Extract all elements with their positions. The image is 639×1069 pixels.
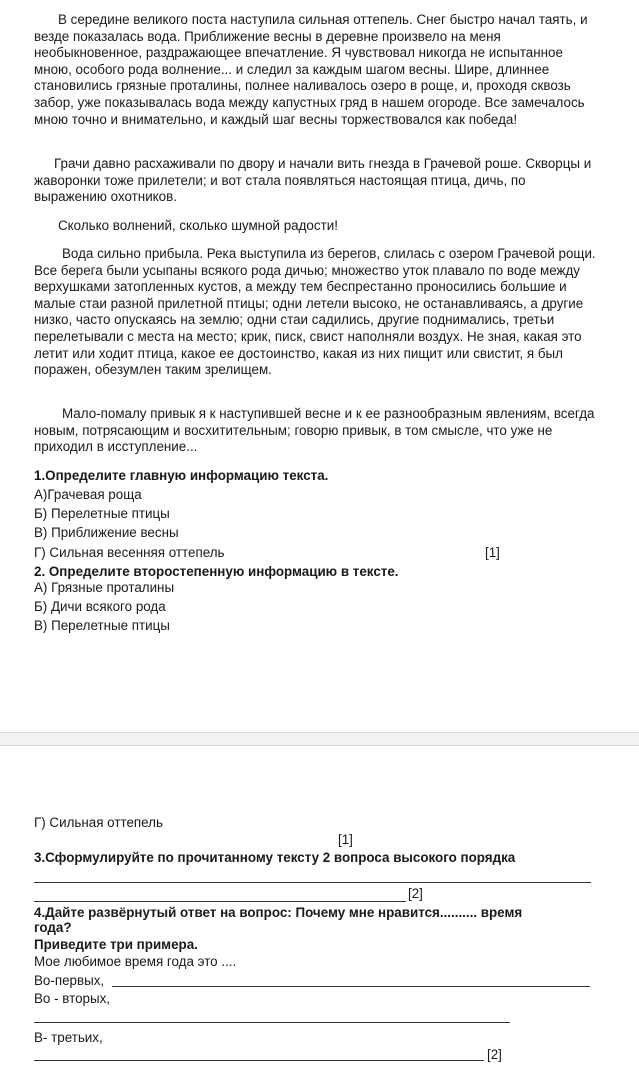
- question-4-line-second: Во - вторых,: [34, 991, 111, 1006]
- question-1-option-c: В) Приближение весны: [34, 525, 179, 540]
- question-4-title-line1: 4.Дайте развёрнутый ответ на вопрос: Почему мне нравится.......... время: [34, 905, 523, 920]
- answer-line-q3-1: [34, 882, 591, 883]
- question-2-option-a: А) Грязные проталины: [34, 580, 175, 595]
- question-2-option-c: В) Перелетные птицы: [34, 618, 170, 633]
- question-1-option-a: А)Грачевая роща: [34, 487, 142, 502]
- text-paragraph-2: Грачи давно расхаживали по двору и начали вить гнезда в Грачевой роше. Скворцы и жаворонки тоже прилетели; и вот стала появляться настоящая птица, дичь, по выражению охотников.: [34, 156, 592, 205]
- question-4-score: [2]: [487, 1047, 502, 1062]
- page-break: [0, 732, 639, 746]
- question-4-line-first: Во-первых,: [34, 973, 105, 988]
- answer-line-q3-2: [34, 901, 406, 902]
- question-1-option-d: Г) Сильная весенняя оттепель: [34, 545, 225, 560]
- question-1-option-b: Б) Перелетные птицы: [34, 506, 170, 521]
- answer-line-second: [34, 1022, 510, 1023]
- text-paragraph-4: Вода сильно прибыла. Река выступила из берегов, слилась с озером Грачевой рощи. Все берега были усыпаны всякого рода дичью; множество уток плавало по воде между верхушками затопленных кустов, а между тем беспрестанно проносились большие и малые стаи разной прилетной птицы; одни летели высоко, не останавливаясь, а другие низко, часто опускаясь на землю; одни стаи садились, другие поднимались, третьи перелетывали с места на место; крик, писк, свист наполняли воздух. Не зная, какая это летит или ходит птица, какое ее достоинство, какая из них пищит или свистит, я был поражен, обезумлен таким зрелищем.: [34, 246, 596, 378]
- question-2-title: 2. Определите второстепенную информацию в тексте.: [34, 564, 399, 579]
- question-2-option-d: Г) Сильная оттепель: [34, 815, 163, 830]
- question-2-option-b: Б) Дичи всякого рода: [34, 599, 166, 614]
- question-4-title-line2: года?: [34, 920, 72, 935]
- question-3-score: [2]: [408, 886, 423, 901]
- question-1-title: 1.Определите главную информацию текста.: [34, 468, 329, 483]
- text-paragraph-3: Сколько волнений, сколько шумной радости!: [58, 218, 338, 233]
- page-bottom: [0, 746, 639, 1069]
- answer-line-first: [112, 986, 590, 987]
- answer-line-third: [34, 1060, 484, 1061]
- question-4-line-favorite: Мое любимое время года это ....: [34, 954, 237, 969]
- question-1-score: [1]: [485, 545, 500, 560]
- question-4-line-third: В- третьих,: [34, 1030, 103, 1045]
- question-4-title-line3: Приведите три примера.: [34, 937, 198, 952]
- text-paragraph-5: Мало-помалу привык я к наступившей весне и к ее разнообразным явлениям, всегда новым, потрясающим и восхитительным; говорю привык, в том смысле, что уже не приходил в исступление...: [34, 406, 595, 455]
- text-paragraph-1: В середине великого поста наступила сильная оттепель. Снег быстро начал таять, и везде показалась вода. Приближение весны в деревне произвело на меня необыкновенное, раздражающее впечатление. Я чувствовал никогда не испытанное мною, особого рода волнение... и следил за каждым шагом весны. Шире, длиннее становились грязные проталины, полнее наливалось озеро в роще, и, проходя сквозь забор, уже показывалась вода между капустных гряд в нашем огороде. Все замечалось мною точно и внимательно, и каждый шаг весны торжествовался как победа!: [34, 12, 588, 127]
- question-3-title: 3.Сформулируйте по прочитанному тексту 2 вопроса высокого порядка: [34, 850, 516, 865]
- question-2-score: [1]: [338, 832, 353, 847]
